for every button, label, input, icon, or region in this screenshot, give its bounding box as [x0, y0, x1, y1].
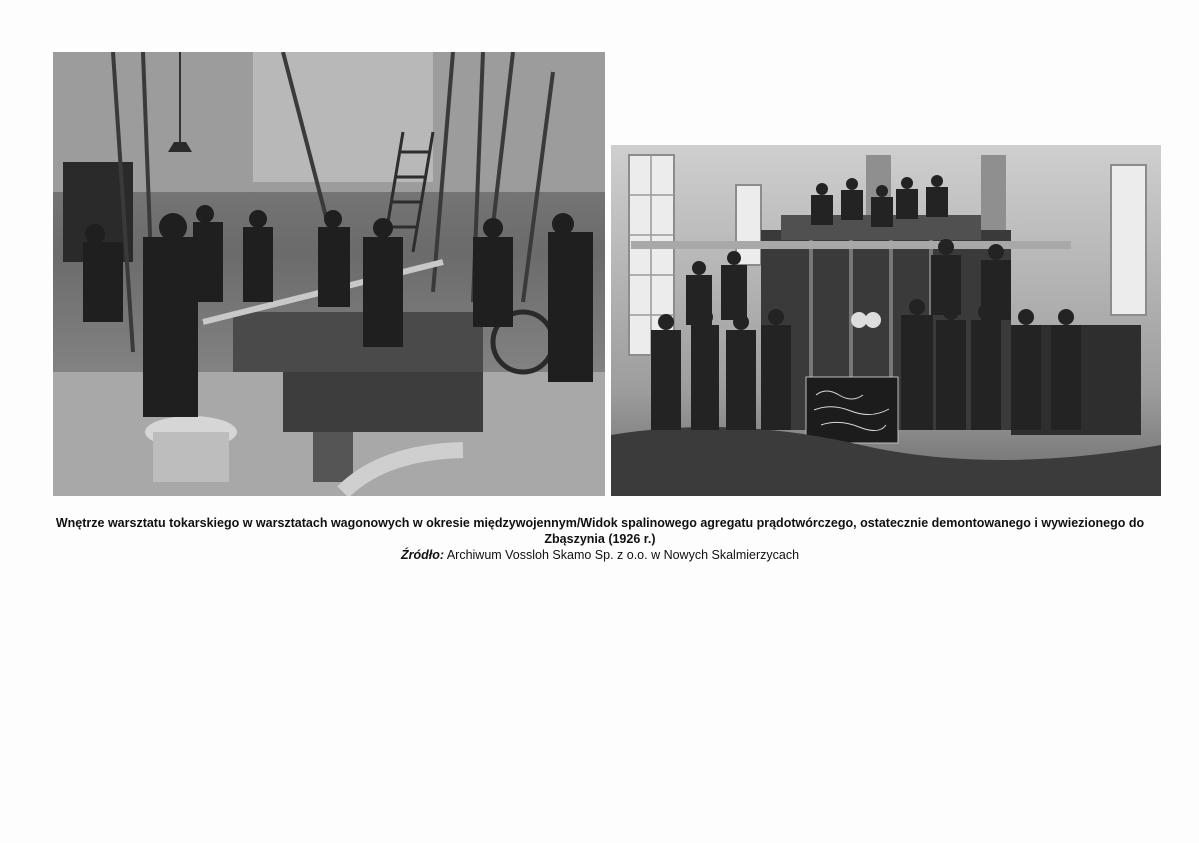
- figure-caption: [40, 515, 1160, 563]
- generator-photo: [611, 145, 1161, 496]
- caption-source-text: Archiwum Vossloh Skamo Sp. z o.o. w Nowych Skalmierzycach: [446, 548, 800, 562]
- workshop-photo: [53, 52, 605, 496]
- caption-source-label: Źródło:: [400, 548, 445, 562]
- caption-title: Wnętrze warsztatu tokarskiego w warsztatach wagonowych w okresie międzywojennym/Widok spalinowego agregatu prądotwórczego, ostatecznie demontowanego i wywiezionego do Zbąszynia (1926 r.): [55, 516, 1145, 546]
- workshop-photo-image: [53, 52, 605, 496]
- generator-photo-image: [611, 145, 1161, 496]
- caption-source: [40, 547, 1160, 563]
